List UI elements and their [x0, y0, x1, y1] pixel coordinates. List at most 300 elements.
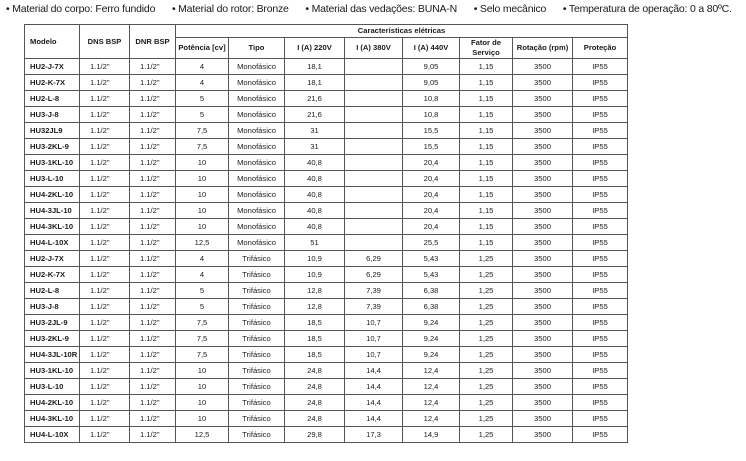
- cell-dns: 1.1/2": [80, 379, 130, 395]
- cell-i220: 21,6: [285, 107, 345, 123]
- cell-rotacao: 3500: [513, 203, 573, 219]
- cell-modelo: HU4-L-10X: [25, 427, 80, 443]
- cell-rotacao: 3500: [513, 427, 573, 443]
- cell-i220: 31: [285, 123, 345, 139]
- cell-rotacao: 3500: [513, 379, 573, 395]
- cell-protecao: IP55: [573, 283, 628, 299]
- cell-i380: 10,7: [345, 315, 403, 331]
- table-row: [25, 75, 628, 91]
- cell-potencia: 10: [176, 395, 229, 411]
- cell-fator: 1,15: [460, 59, 513, 75]
- cell-i220: 40,8: [285, 203, 345, 219]
- cell-fator: 1,25: [460, 283, 513, 299]
- cell-rotacao: 3500: [513, 107, 573, 123]
- cell-dns: 1.1/2": [80, 171, 130, 187]
- table-row: [25, 235, 628, 251]
- cell-potencia: 7,5: [176, 123, 229, 139]
- cell-i380: 7,39: [345, 299, 403, 315]
- cell-rotacao: 3500: [513, 251, 573, 267]
- cell-dnr: 1.1/2": [130, 171, 176, 187]
- table-row: [25, 203, 628, 219]
- cell-fator: 1,15: [460, 235, 513, 251]
- cell-protecao: IP55: [573, 315, 628, 331]
- cell-fator: 1,25: [460, 267, 513, 283]
- cell-tipo: Monofásico: [229, 219, 285, 235]
- cell-i440: 25,5: [403, 235, 460, 251]
- cell-i440: 15,5: [403, 123, 460, 139]
- cell-tipo: Monofásico: [229, 155, 285, 171]
- table-row: [25, 107, 628, 123]
- cell-modelo: HU2-K-7X: [25, 75, 80, 91]
- cell-i380: [345, 107, 403, 123]
- cell-i220: 18,5: [285, 315, 345, 331]
- cell-i440: 9,24: [403, 331, 460, 347]
- table-row: [25, 91, 628, 107]
- cell-i440: 6,38: [403, 283, 460, 299]
- cell-i380: [345, 91, 403, 107]
- cell-tipo: Monofásico: [229, 75, 285, 91]
- cell-protecao: IP55: [573, 59, 628, 75]
- cell-protecao: IP55: [573, 379, 628, 395]
- cell-potencia: 10: [176, 411, 229, 427]
- header-fator: Fator de Serviço: [460, 38, 513, 59]
- spec-item: • Material das vedações: BUNA-N: [305, 3, 457, 15]
- cell-fator: 1,25: [460, 395, 513, 411]
- cell-fator: 1,15: [460, 91, 513, 107]
- header-tipo: Tipo: [229, 38, 285, 59]
- cell-i380: [345, 139, 403, 155]
- cell-modelo: HU4-2KL-10: [25, 395, 80, 411]
- cell-dnr: 1.1/2": [130, 283, 176, 299]
- cell-dnr: 1.1/2": [130, 251, 176, 267]
- cell-rotacao: 3500: [513, 123, 573, 139]
- cell-rotacao: 3500: [513, 139, 573, 155]
- cell-fator: 1,15: [460, 107, 513, 123]
- cell-tipo: Monofásico: [229, 235, 285, 251]
- cell-rotacao: 3500: [513, 267, 573, 283]
- cell-protecao: IP55: [573, 107, 628, 123]
- cell-rotacao: 3500: [513, 59, 573, 75]
- cell-protecao: IP55: [573, 331, 628, 347]
- header-dns: DNS BSP: [80, 25, 130, 59]
- cell-i380: [345, 235, 403, 251]
- table-row: [25, 283, 628, 299]
- cell-tipo: Trifásico: [229, 283, 285, 299]
- cell-dns: 1.1/2": [80, 251, 130, 267]
- cell-modelo: HU3-1KL-10: [25, 155, 80, 171]
- cell-protecao: IP55: [573, 411, 628, 427]
- cell-fator: 1,25: [460, 299, 513, 315]
- cell-modelo: HU4-2KL-10: [25, 187, 80, 203]
- cell-potencia: 10: [176, 187, 229, 203]
- cell-modelo: HU4-3KL-10: [25, 411, 80, 427]
- table-row: [25, 59, 628, 75]
- cell-potencia: 7,5: [176, 331, 229, 347]
- cell-modelo: HU3-L-10: [25, 379, 80, 395]
- cell-potencia: 10: [176, 171, 229, 187]
- cell-tipo: Trifásico: [229, 379, 285, 395]
- header-protecao: Proteção: [573, 38, 628, 59]
- cell-modelo: HU4-3KL-10: [25, 219, 80, 235]
- cell-tipo: Monofásico: [229, 107, 285, 123]
- cell-i220: 51: [285, 235, 345, 251]
- cell-potencia: 5: [176, 91, 229, 107]
- cell-fator: 1,25: [460, 347, 513, 363]
- cell-potencia: 10: [176, 155, 229, 171]
- cell-tipo: Trifásico: [229, 363, 285, 379]
- cell-i220: 40,8: [285, 171, 345, 187]
- cell-modelo: HU4-3JL-10: [25, 203, 80, 219]
- cell-modelo: HU2-K-7X: [25, 267, 80, 283]
- cell-dnr: 1.1/2": [130, 91, 176, 107]
- table-row: [25, 411, 628, 427]
- table-row: [25, 251, 628, 267]
- cell-modelo: HU3-J-8: [25, 107, 80, 123]
- cell-modelo: HU2-J-7X: [25, 251, 80, 267]
- cell-i220: 21,6: [285, 91, 345, 107]
- cell-potencia: 7,5: [176, 139, 229, 155]
- header-modelo: Modelo: [25, 25, 80, 59]
- table-row: [25, 395, 628, 411]
- cell-i380: [345, 123, 403, 139]
- cell-dnr: 1.1/2": [130, 219, 176, 235]
- cell-fator: 1,25: [460, 315, 513, 331]
- cell-i440: 6,38: [403, 299, 460, 315]
- cell-rotacao: 3500: [513, 187, 573, 203]
- cell-modelo: HU4-3JL-10R: [25, 347, 80, 363]
- cell-potencia: 5: [176, 107, 229, 123]
- table-row: [25, 155, 628, 171]
- table-body: [25, 59, 628, 443]
- cell-i440: 12,4: [403, 379, 460, 395]
- cell-rotacao: 3500: [513, 331, 573, 347]
- cell-dns: 1.1/2": [80, 107, 130, 123]
- cell-tipo: Trifásico: [229, 331, 285, 347]
- spec-item: • Temperatura de operação: 0 a 80ºC.: [562, 3, 732, 15]
- cell-modelo: HU32JL9: [25, 123, 80, 139]
- cell-dns: 1.1/2": [80, 347, 130, 363]
- cell-protecao: IP55: [573, 123, 628, 139]
- cell-i380: [345, 75, 403, 91]
- cell-dns: 1.1/2": [80, 59, 130, 75]
- cell-modelo: HU3-J-8: [25, 299, 80, 315]
- cell-i380: 14,4: [345, 363, 403, 379]
- cell-modelo: HU4-L-10X: [25, 235, 80, 251]
- cell-rotacao: 3500: [513, 75, 573, 91]
- cell-protecao: IP55: [573, 155, 628, 171]
- header-i380: I (A) 380V: [345, 38, 403, 59]
- cell-tipo: Trifásico: [229, 315, 285, 331]
- cell-tipo: Trifásico: [229, 267, 285, 283]
- cell-i220: 29,8: [285, 427, 345, 443]
- cell-i220: 24,8: [285, 395, 345, 411]
- cell-dns: 1.1/2": [80, 203, 130, 219]
- cell-fator: 1,25: [460, 331, 513, 347]
- table-row: [25, 171, 628, 187]
- spec-item: • Material do corpo: Ferro fundido: [6, 3, 156, 15]
- cell-i220: 40,8: [285, 219, 345, 235]
- header-i440: I (A) 440V: [403, 38, 460, 59]
- cell-fator: 1,15: [460, 171, 513, 187]
- cell-i440: 12,4: [403, 363, 460, 379]
- cell-rotacao: 3500: [513, 219, 573, 235]
- cell-fator: 1,25: [460, 427, 513, 443]
- table-row: [25, 315, 628, 331]
- cell-protecao: IP55: [573, 75, 628, 91]
- cell-potencia: 4: [176, 267, 229, 283]
- cell-protecao: IP55: [573, 251, 628, 267]
- cell-tipo: Monofásico: [229, 123, 285, 139]
- cell-i380: [345, 219, 403, 235]
- cell-rotacao: 3500: [513, 155, 573, 171]
- cell-i220: 40,8: [285, 155, 345, 171]
- cell-potencia: 4: [176, 251, 229, 267]
- cell-i220: 12,8: [285, 299, 345, 315]
- cell-modelo: HU3-2JL-9: [25, 315, 80, 331]
- cell-dnr: 1.1/2": [130, 379, 176, 395]
- cell-fator: 1,25: [460, 379, 513, 395]
- cell-tipo: Trifásico: [229, 395, 285, 411]
- cell-modelo: HU3-2KL-9: [25, 331, 80, 347]
- cell-protecao: IP55: [573, 235, 628, 251]
- table-row: [25, 427, 628, 443]
- cell-potencia: 10: [176, 363, 229, 379]
- cell-dnr: 1.1/2": [130, 203, 176, 219]
- cell-i380: 17,3: [345, 427, 403, 443]
- cell-potencia: 5: [176, 283, 229, 299]
- cell-potencia: 10: [176, 379, 229, 395]
- cell-i440: 10,8: [403, 91, 460, 107]
- cell-dnr: 1.1/2": [130, 395, 176, 411]
- cell-potencia: 12,5: [176, 235, 229, 251]
- cell-modelo: HU3-L-10: [25, 171, 80, 187]
- cell-dns: 1.1/2": [80, 123, 130, 139]
- cell-rotacao: 3500: [513, 171, 573, 187]
- cell-rotacao: 3500: [513, 299, 573, 315]
- cell-protecao: IP55: [573, 203, 628, 219]
- table-row: [25, 139, 628, 155]
- cell-dns: 1.1/2": [80, 75, 130, 91]
- cell-modelo: HU2-J-7X: [25, 59, 80, 75]
- cell-i380: 10,7: [345, 347, 403, 363]
- cell-i380: 14,4: [345, 395, 403, 411]
- table-row: [25, 363, 628, 379]
- cell-dns: 1.1/2": [80, 395, 130, 411]
- cell-i220: 40,8: [285, 187, 345, 203]
- cell-i380: 10,7: [345, 331, 403, 347]
- cell-dns: 1.1/2": [80, 315, 130, 331]
- cell-i440: 12,4: [403, 411, 460, 427]
- cell-tipo: Trifásico: [229, 427, 285, 443]
- cell-i440: 20,4: [403, 187, 460, 203]
- header-dnr: DNR BSP: [130, 25, 176, 59]
- cell-potencia: 4: [176, 59, 229, 75]
- cell-modelo: HU2-L-8: [25, 283, 80, 299]
- header-i220: I (A) 220V: [285, 38, 345, 59]
- cell-i440: 10,8: [403, 107, 460, 123]
- cell-dnr: 1.1/2": [130, 123, 176, 139]
- cell-tipo: Trifásico: [229, 251, 285, 267]
- cell-protecao: IP55: [573, 219, 628, 235]
- cell-i440: 20,4: [403, 219, 460, 235]
- cell-tipo: Monofásico: [229, 139, 285, 155]
- specs-line: [6, 3, 746, 15]
- header-rotacao: Rotação (rpm): [513, 38, 573, 59]
- cell-dnr: 1.1/2": [130, 235, 176, 251]
- cell-protecao: IP55: [573, 139, 628, 155]
- cell-dnr: 1.1/2": [130, 363, 176, 379]
- cell-dns: 1.1/2": [80, 411, 130, 427]
- cell-i220: 12,8: [285, 283, 345, 299]
- cell-fator: 1,25: [460, 251, 513, 267]
- cell-protecao: IP55: [573, 427, 628, 443]
- header-group: Características elétricas: [176, 25, 628, 38]
- cell-i380: [345, 59, 403, 75]
- cell-protecao: IP55: [573, 171, 628, 187]
- table-row: [25, 123, 628, 139]
- cell-fator: 1,15: [460, 139, 513, 155]
- pump-spec-table: [24, 24, 628, 443]
- cell-dns: 1.1/2": [80, 139, 130, 155]
- cell-dnr: 1.1/2": [130, 59, 176, 75]
- cell-i440: 5,43: [403, 267, 460, 283]
- cell-rotacao: 3500: [513, 235, 573, 251]
- cell-i440: 20,4: [403, 155, 460, 171]
- cell-rotacao: 3500: [513, 283, 573, 299]
- cell-i440: 20,4: [403, 171, 460, 187]
- cell-rotacao: 3500: [513, 363, 573, 379]
- cell-i380: 7,39: [345, 283, 403, 299]
- cell-protecao: IP55: [573, 267, 628, 283]
- cell-dns: 1.1/2": [80, 219, 130, 235]
- cell-i380: 14,4: [345, 379, 403, 395]
- cell-modelo: HU2-L-8: [25, 91, 80, 107]
- cell-protecao: IP55: [573, 299, 628, 315]
- cell-fator: 1,15: [460, 219, 513, 235]
- cell-tipo: Monofásico: [229, 59, 285, 75]
- cell-i380: 14,4: [345, 411, 403, 427]
- cell-rotacao: 3500: [513, 91, 573, 107]
- cell-rotacao: 3500: [513, 395, 573, 411]
- cell-i440: 9,24: [403, 315, 460, 331]
- cell-rotacao: 3500: [513, 315, 573, 331]
- cell-i380: 6,29: [345, 251, 403, 267]
- cell-dnr: 1.1/2": [130, 411, 176, 427]
- spec-item: • Selo mecânico: [473, 3, 547, 15]
- cell-fator: 1,15: [460, 123, 513, 139]
- cell-potencia: 7,5: [176, 347, 229, 363]
- cell-rotacao: 3500: [513, 347, 573, 363]
- cell-dns: 1.1/2": [80, 91, 130, 107]
- cell-fator: 1,25: [460, 363, 513, 379]
- cell-dnr: 1.1/2": [130, 315, 176, 331]
- header-potencia: Potência [cv]: [176, 38, 229, 59]
- cell-protecao: IP55: [573, 187, 628, 203]
- cell-fator: 1,15: [460, 155, 513, 171]
- table-row: [25, 331, 628, 347]
- cell-modelo: HU3-1KL-10: [25, 363, 80, 379]
- cell-dns: 1.1/2": [80, 299, 130, 315]
- cell-i220: 24,8: [285, 411, 345, 427]
- cell-tipo: Monofásico: [229, 203, 285, 219]
- cell-i380: [345, 187, 403, 203]
- cell-tipo: Monofásico: [229, 187, 285, 203]
- cell-dnr: 1.1/2": [130, 299, 176, 315]
- table-row: [25, 187, 628, 203]
- cell-i440: 9,05: [403, 59, 460, 75]
- cell-dnr: 1.1/2": [130, 347, 176, 363]
- cell-tipo: Trifásico: [229, 299, 285, 315]
- cell-tipo: Monofásico: [229, 171, 285, 187]
- cell-protecao: IP55: [573, 395, 628, 411]
- cell-potencia: 4: [176, 75, 229, 91]
- cell-i220: 24,8: [285, 379, 345, 395]
- cell-dns: 1.1/2": [80, 283, 130, 299]
- cell-dnr: 1.1/2": [130, 139, 176, 155]
- cell-dnr: 1.1/2": [130, 187, 176, 203]
- cell-dns: 1.1/2": [80, 267, 130, 283]
- cell-fator: 1,25: [460, 411, 513, 427]
- cell-i220: 18,1: [285, 59, 345, 75]
- cell-i220: 18,5: [285, 331, 345, 347]
- cell-dns: 1.1/2": [80, 155, 130, 171]
- cell-tipo: Monofásico: [229, 91, 285, 107]
- cell-i380: [345, 155, 403, 171]
- table-row: [25, 299, 628, 315]
- cell-dnr: 1.1/2": [130, 107, 176, 123]
- cell-i380: [345, 171, 403, 187]
- cell-i220: 10,9: [285, 267, 345, 283]
- cell-potencia: 12,5: [176, 427, 229, 443]
- cell-rotacao: 3500: [513, 411, 573, 427]
- cell-dnr: 1.1/2": [130, 331, 176, 347]
- cell-i380: 6,29: [345, 267, 403, 283]
- cell-i440: 14,9: [403, 427, 460, 443]
- cell-i220: 24,8: [285, 363, 345, 379]
- cell-i440: 9,24: [403, 347, 460, 363]
- cell-protecao: IP55: [573, 363, 628, 379]
- cell-potencia: 10: [176, 219, 229, 235]
- cell-i440: 20,4: [403, 203, 460, 219]
- cell-dns: 1.1/2": [80, 331, 130, 347]
- cell-protecao: IP55: [573, 91, 628, 107]
- cell-potencia: 10: [176, 203, 229, 219]
- table-row: [25, 379, 628, 395]
- cell-i380: [345, 203, 403, 219]
- cell-i440: 15,5: [403, 139, 460, 155]
- cell-fator: 1,15: [460, 75, 513, 91]
- cell-i220: 31: [285, 139, 345, 155]
- cell-protecao: IP55: [573, 347, 628, 363]
- cell-potencia: 5: [176, 299, 229, 315]
- cell-potencia: 7,5: [176, 315, 229, 331]
- cell-i220: 18,5: [285, 347, 345, 363]
- cell-fator: 1,15: [460, 187, 513, 203]
- cell-dnr: 1.1/2": [130, 155, 176, 171]
- cell-modelo: HU3-2KL-9: [25, 139, 80, 155]
- cell-fator: 1,15: [460, 203, 513, 219]
- cell-i220: 18,1: [285, 75, 345, 91]
- table-row: [25, 347, 628, 363]
- cell-dnr: 1.1/2": [130, 267, 176, 283]
- cell-dns: 1.1/2": [80, 235, 130, 251]
- table-row: [25, 267, 628, 283]
- cell-dnr: 1.1/2": [130, 75, 176, 91]
- cell-tipo: Trifásico: [229, 347, 285, 363]
- cell-i440: 12,4: [403, 395, 460, 411]
- spec-item: • Material do rotor: Bronze: [171, 3, 289, 15]
- cell-i440: 9,05: [403, 75, 460, 91]
